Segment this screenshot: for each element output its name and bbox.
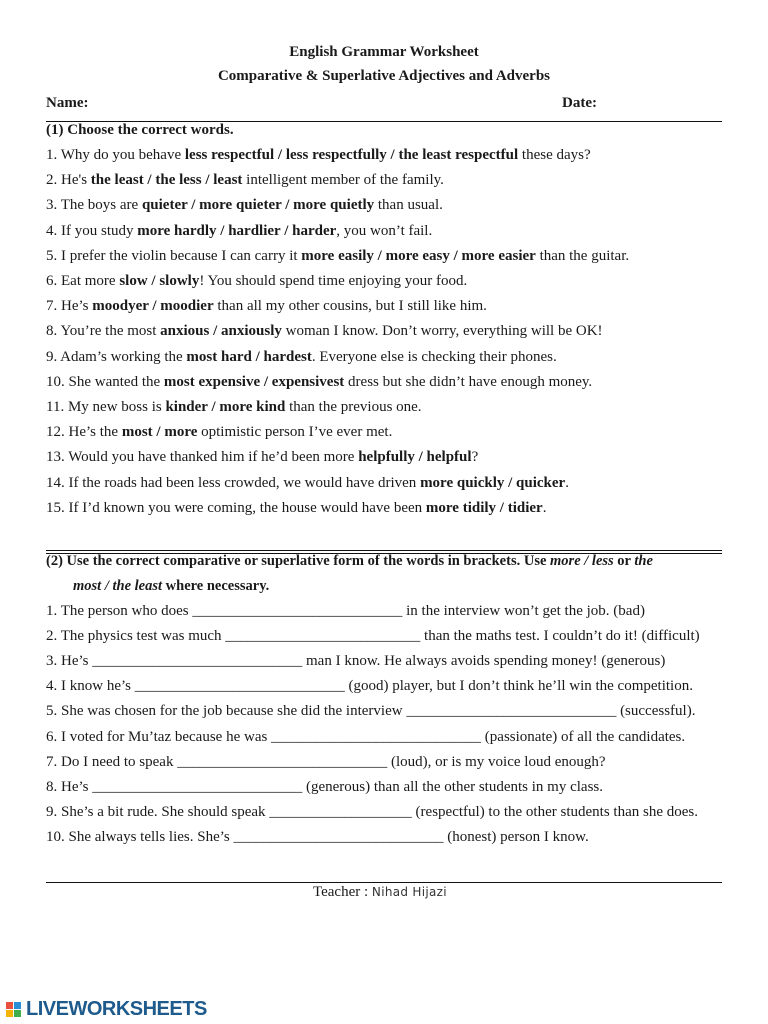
fill-in-item[interactable]: 2. The physics test was much __________________________ than the maths test. I couldn’t do it! (difficult): [46, 628, 700, 645]
question-text: , you won’t fail.: [336, 222, 433, 239]
question-text: 6. Eat more: [46, 273, 120, 289]
question-item: [46, 500, 546, 517]
fill-in-item[interactable]: 7. Do I need to speak ____________________________ (loud), or is my voice loud enough?: [46, 753, 606, 770]
fill-in-item[interactable]: 8. He’s ____________________________ (generous) than all the other students in my class.: [46, 778, 604, 795]
answer-options[interactable]: more easily / more easy / more easier: [301, 247, 536, 264]
question-text: than the guitar.: [535, 247, 630, 264]
question-item: [46, 223, 432, 240]
fill-in-item[interactable]: 4. I know he’s ____________________________ (good) player, but I don’t think he’ll win the competition.: [46, 678, 693, 695]
name-label: Name:: [46, 95, 89, 111]
answer-options[interactable]: most hard / hardest: [186, 348, 312, 365]
question-text: 5. I prefer the violin because I can carry it: [46, 247, 302, 264]
question-text: 12. He’s the: [46, 424, 122, 441]
question-text: . Everyone else is checking their phones.: [311, 348, 557, 365]
answer-options[interactable]: more tidily / tidier: [425, 499, 543, 516]
question-item: [46, 298, 487, 315]
question-item: [46, 323, 603, 340]
answer-options[interactable]: slow / slowly: [119, 273, 200, 289]
question-item: [46, 424, 392, 441]
question-item: [46, 349, 557, 366]
question-text: 10. She wanted the: [46, 373, 164, 390]
answer-options[interactable]: most / more: [121, 424, 198, 441]
question-text: than the previous one.: [285, 399, 422, 415]
liveworksheets-logo[interactable]: [6, 997, 207, 1021]
question-text: 14. If the roads had been less crowded, we would have driven: [46, 474, 421, 491]
teacher-name: Nihad Hijazi: [371, 885, 447, 899]
answer-options[interactable]: kinder / more kind: [165, 399, 286, 415]
teacher-credit: Teacher : Nihad Hijazi: [313, 884, 447, 900]
answer-options[interactable]: moodyer / moodier: [92, 298, 214, 315]
question-text: intelligent member of the family.: [242, 172, 444, 189]
answer-options[interactable]: less respectful / less respectfully / the least respectful: [184, 147, 519, 163]
question-item: [46, 374, 592, 391]
question-text: 9. Adam’s working the: [46, 348, 187, 365]
answer-options[interactable]: quieter / more quieter / more quietly: [141, 197, 375, 214]
fill-in-item[interactable]: 9. She’s a bit rude. She should speak ___________________ (respectful) to the other students than she does.: [46, 803, 698, 820]
fill-in-item[interactable]: 5. She was chosen for the job because she did the interview ____________________________ (successful).: [46, 703, 696, 720]
section2-heading-cont: most / the least where necessary.: [73, 578, 270, 594]
question-text: 2. He's: [46, 172, 91, 189]
section1-heading: (1) Choose the correct words.: [46, 122, 234, 138]
question-text: than usual.: [374, 197, 443, 214]
question-item: [46, 248, 629, 265]
question-text: than all my other cousins, but I still like him.: [213, 298, 487, 315]
question-text: .: [542, 499, 547, 516]
question-item: [46, 172, 444, 189]
question-text: 11. My new boss is: [46, 399, 166, 415]
fill-in-item[interactable]: 1. The person who does ____________________________ in the interview won’t get the job. (bad): [46, 603, 645, 619]
question-text: ?: [471, 449, 479, 466]
question-item: [46, 475, 569, 492]
date-label: Date:: [562, 95, 597, 111]
question-text: these days?: [518, 147, 591, 163]
question-item: [46, 399, 422, 416]
question-text: 8. You’re the most: [46, 323, 161, 340]
question-text: dress but she didn’t have enough money.: [344, 373, 593, 390]
fill-in-item[interactable]: 6. I voted for Mu’taz because he was ____________________________ (passionate) of all the candidates.: [46, 728, 686, 745]
answer-options[interactable]: more hardly / hardlier / harder: [137, 222, 337, 239]
answer-options[interactable]: helpfully / helpful: [358, 449, 472, 466]
answer-options[interactable]: most expensive / expensivest: [163, 373, 345, 390]
logo-text: LIVEWORKSHEETS: [26, 997, 207, 1020]
divider-section2-a: [46, 550, 722, 551]
answer-options[interactable]: anxious / anxiously: [160, 323, 282, 340]
fill-in-item[interactable]: 10. She always tells lies. She’s ____________________________ (honest) person I know.: [46, 828, 589, 845]
question-text: 13. Would you have thanked him if he’d been more: [46, 449, 359, 466]
question-text: 3. The boys are: [46, 197, 142, 214]
question-text: ! You should spend time enjoying your food.: [199, 273, 468, 289]
question-item: [46, 273, 467, 290]
worksheet-subtitle: Comparative & Superlative Adjectives and Adverbs: [217, 68, 551, 84]
section2-heading: (2) Use the correct comparative or superlative form of the words in brackets. Use more / less or the: [46, 553, 653, 569]
divider-bottom: [46, 882, 722, 883]
question-text: optimistic person I’ve ever met.: [197, 424, 393, 441]
question-text: 15. If I’d known you were coming, the house would have been: [46, 499, 426, 516]
question-item: [46, 449, 478, 466]
answer-options[interactable]: more quickly / quicker: [420, 474, 566, 491]
worksheet-title: English Grammar Worksheet: [289, 44, 479, 60]
question-text: .: [565, 474, 569, 491]
question-text: 4. If you study: [46, 222, 138, 239]
fill-in-item[interactable]: 3. He’s ____________________________ man I know. He always avoids spending money! (generous): [46, 653, 666, 670]
question-text: 7. He’s: [46, 298, 93, 315]
question-item: [46, 147, 591, 164]
logo-mark-icon: [6, 999, 24, 1019]
question-text: 1. Why do you behave: [46, 147, 185, 163]
question-item: [46, 197, 443, 214]
answer-options[interactable]: the least / the less / least: [90, 172, 243, 189]
question-text: woman I know. Don’t worry, everything will be OK!: [281, 323, 603, 340]
